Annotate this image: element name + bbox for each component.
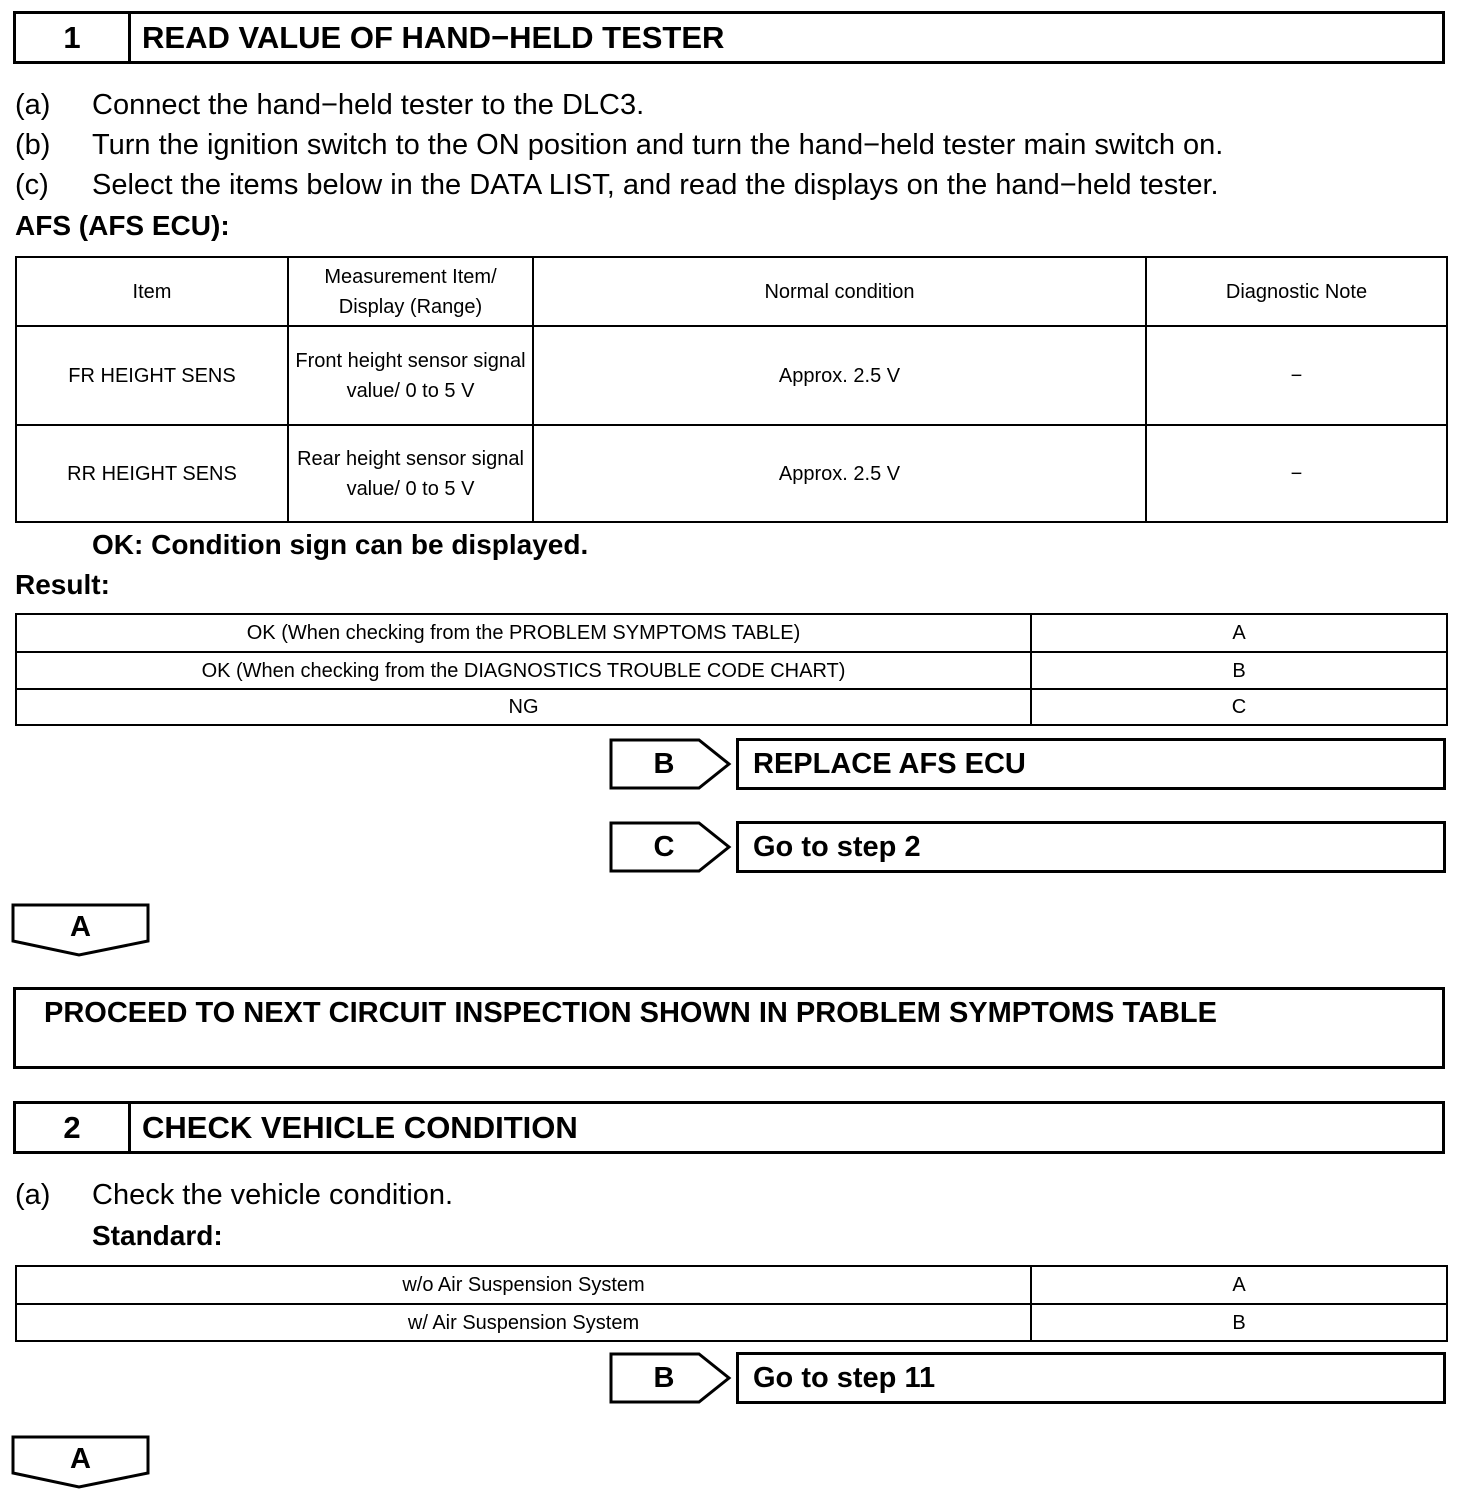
table-heading: AFS (AFS ECU):	[15, 210, 230, 241]
table-cell: RR HEIGHT SENS	[16, 425, 288, 522]
table-row	[16, 1266, 1447, 1304]
table-row	[16, 326, 1447, 425]
table-cell: −	[1146, 326, 1447, 425]
data-list-table	[15, 256, 1448, 523]
table-cell: NG	[16, 689, 1031, 725]
instruction-a	[15, 89, 644, 122]
standard-table	[15, 1265, 1448, 1342]
step-title: CHECK VEHICLE CONDITION	[142, 1109, 578, 1145]
instruction-a	[15, 1179, 453, 1212]
step-title: READ VALUE OF HAND−HELD TESTER	[142, 19, 725, 55]
instruction-label: (c)	[15, 169, 49, 201]
table-cell: OK (When checking from the DIAGNOSTICS TROUBLE CODE CHART)	[16, 652, 1031, 689]
result-table	[15, 613, 1448, 726]
instruction-label: (b)	[15, 129, 51, 161]
standard-heading: Standard:	[92, 1220, 223, 1251]
table-row	[16, 1304, 1447, 1341]
down-arrow-letter: A	[70, 910, 91, 943]
header-cell: Item	[16, 257, 288, 326]
header-cell: Diagnostic Note	[1146, 257, 1447, 326]
ok-condition-text: OK: Condition sign can be displayed.	[92, 529, 589, 560]
outcome-letter: B	[653, 747, 675, 780]
instruction-text: Select the items below in the DATA LIST, and read the displays on the hand−held tester.	[92, 169, 1219, 201]
instruction-c	[15, 169, 1219, 202]
table-cell: Front height sensor signal value/ 0 to 5 V	[288, 326, 533, 425]
table-row	[16, 425, 1447, 522]
step-2-header	[13, 1101, 1445, 1154]
header-cell: Measurement Item/ Display (Range)	[288, 257, 533, 326]
table-cell: −	[1146, 425, 1447, 522]
step-1-header	[13, 11, 1445, 64]
down-arrow-letter: A	[70, 1442, 91, 1475]
instruction-text: Check the vehicle condition.	[92, 1179, 454, 1211]
instruction-text: Turn the ignition switch to the ON position and turn the hand−held tester main switch on.	[92, 129, 1224, 161]
table-cell: FR HEIGHT SENS	[16, 326, 288, 425]
table-cell: Rear height sensor signal value/ 0 to 5 V	[288, 425, 533, 522]
table-cell: Approx. 2.5 V	[533, 425, 1146, 522]
proceed-box	[13, 987, 1445, 1069]
table-cell: Approx. 2.5 V	[533, 326, 1146, 425]
outcome-action-box: REPLACE AFS ECU	[736, 738, 1446, 790]
instruction-label: (a)	[15, 89, 51, 121]
table-cell: C	[1031, 689, 1447, 725]
outcome-action-box: Go to step 2	[736, 821, 1446, 873]
table-row	[16, 689, 1447, 725]
table-cell: B	[1031, 652, 1447, 689]
table-header-row	[16, 257, 1447, 326]
table-cell: A	[1031, 1266, 1447, 1304]
step-number: 2	[16, 1104, 131, 1151]
table-cell: OK (When checking from the PROBLEM SYMPTOMS TABLE)	[16, 614, 1031, 652]
header-cell: Normal condition	[533, 257, 1146, 326]
table-cell: A	[1031, 614, 1447, 652]
instruction-label: (a)	[15, 1179, 51, 1211]
table-row	[16, 652, 1447, 689]
proceed-text: PROCEED TO NEXT CIRCUIT INSPECTION SHOWN IN PROBLEM SYMPTOMS TABLE	[44, 997, 1217, 1029]
table-cell: w/o Air Suspension System	[16, 1266, 1031, 1304]
table-row	[16, 614, 1447, 652]
table-cell: w/ Air Suspension System	[16, 1304, 1031, 1341]
table-cell: B	[1031, 1304, 1447, 1341]
step-number: 1	[16, 14, 131, 61]
instruction-b	[15, 129, 1223, 162]
outcome-letter: B	[653, 1361, 675, 1394]
result-heading: Result:	[15, 569, 110, 600]
instruction-text: Connect the hand−held tester to the DLC3.	[92, 89, 645, 121]
outcome-action-box: Go to step 11	[736, 1352, 1446, 1404]
outcome-letter: C	[653, 830, 675, 863]
